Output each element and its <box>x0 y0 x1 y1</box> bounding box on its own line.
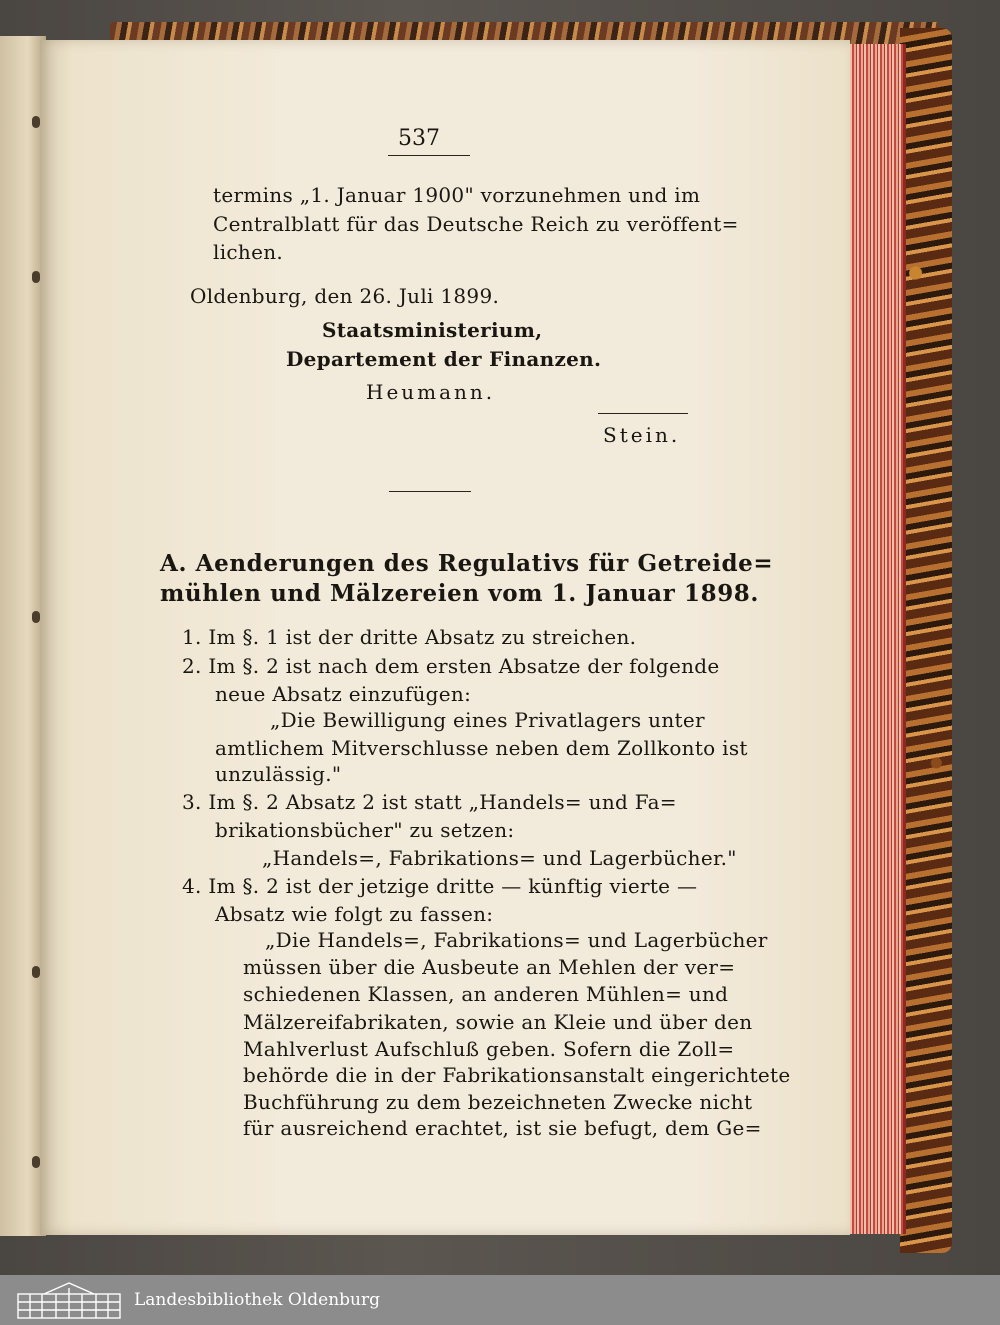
text-line: termins „1. Januar 1900" vorzunehmen und im <box>213 183 701 207</box>
list-item: 4. Im §. 2 ist der jetzige dritte — künftig vierte — <box>182 874 698 898</box>
list-item: 3. Im §. 2 Absatz 2 ist statt „Handels= und Fa= <box>182 790 677 814</box>
library-building-icon <box>14 1280 124 1320</box>
list-item: neue Absatz einzufügen: <box>215 682 472 706</box>
section-heading: mühlen und Mälzereien vom 1. Januar 1898. <box>160 580 760 607</box>
page-number-rule <box>388 155 470 156</box>
list-item: 2. Im §. 2 ist nach dem ersten Absatze der folgende <box>182 654 720 678</box>
signatory: Heumann. <box>366 380 496 404</box>
library-name: Landesbibliothek Oldenburg <box>134 1290 381 1310</box>
page-edges <box>845 44 906 1234</box>
binding-thread <box>32 116 40 128</box>
section-heading: A. Aenderungen des Regulativs für Getreide= <box>160 550 774 577</box>
list-item: Absatz wie folgt zu fassen: <box>215 902 494 926</box>
quoted-text: unzulässig." <box>215 762 342 786</box>
text-line: Centralblatt für das Deutsche Reich zu veröffent= <box>213 212 739 236</box>
department-name: Departement der Finanzen. <box>286 347 602 371</box>
quoted-text: müssen über die Ausbeute an Mehlen der ver= <box>243 955 736 979</box>
quoted-text: für ausreichend erachtet, ist sie befugt, dem Ge= <box>243 1116 762 1140</box>
quoted-text: behörde die in der Fabrikationsanstalt eingerichtete <box>243 1063 791 1087</box>
quoted-text: „Die Handels=, Fabrikations= und Lagerbücher <box>265 928 768 952</box>
place-date: Oldenburg, den 26. Juli 1899. <box>190 284 500 308</box>
section-rule <box>389 491 471 492</box>
quoted-text: Mahlverlust Aufschluß geben. Sofern die Zoll= <box>243 1037 735 1061</box>
quoted-text: Mälzereifabrikaten, sowie an Kleie und über den <box>243 1010 753 1034</box>
quoted-text: „Die Bewilligung eines Privatlagers unter <box>270 708 705 732</box>
ministry-name: Staatsministerium, <box>322 318 543 342</box>
book-cover-edge-right <box>900 28 952 1253</box>
list-item: 1. Im §. 1 ist der dritte Absatz zu streichen. <box>182 625 637 649</box>
list-item: brikationsbücher" zu setzen: <box>215 818 515 842</box>
page-number: 537 <box>398 126 440 151</box>
quoted-text: Buchführung zu dem bezeichneten Zwecke nicht <box>243 1090 753 1114</box>
binding-thread <box>32 611 40 623</box>
text-line: lichen. <box>213 240 284 264</box>
countersignatory: Stein. <box>603 423 681 447</box>
quoted-text: „Handels=, Fabrikations= und Lagerbücher." <box>262 846 737 870</box>
quoted-text: amtlichem Mitverschlusse neben dem Zollkonto ist <box>215 736 748 760</box>
footer-bar <box>0 1275 1000 1325</box>
binding-thread <box>32 1156 40 1168</box>
signature-rule <box>598 413 688 414</box>
quoted-text: schiedenen Klassen, an anderen Mühlen= und <box>243 982 729 1006</box>
binding-thread <box>32 271 40 283</box>
binding-thread <box>32 966 40 978</box>
